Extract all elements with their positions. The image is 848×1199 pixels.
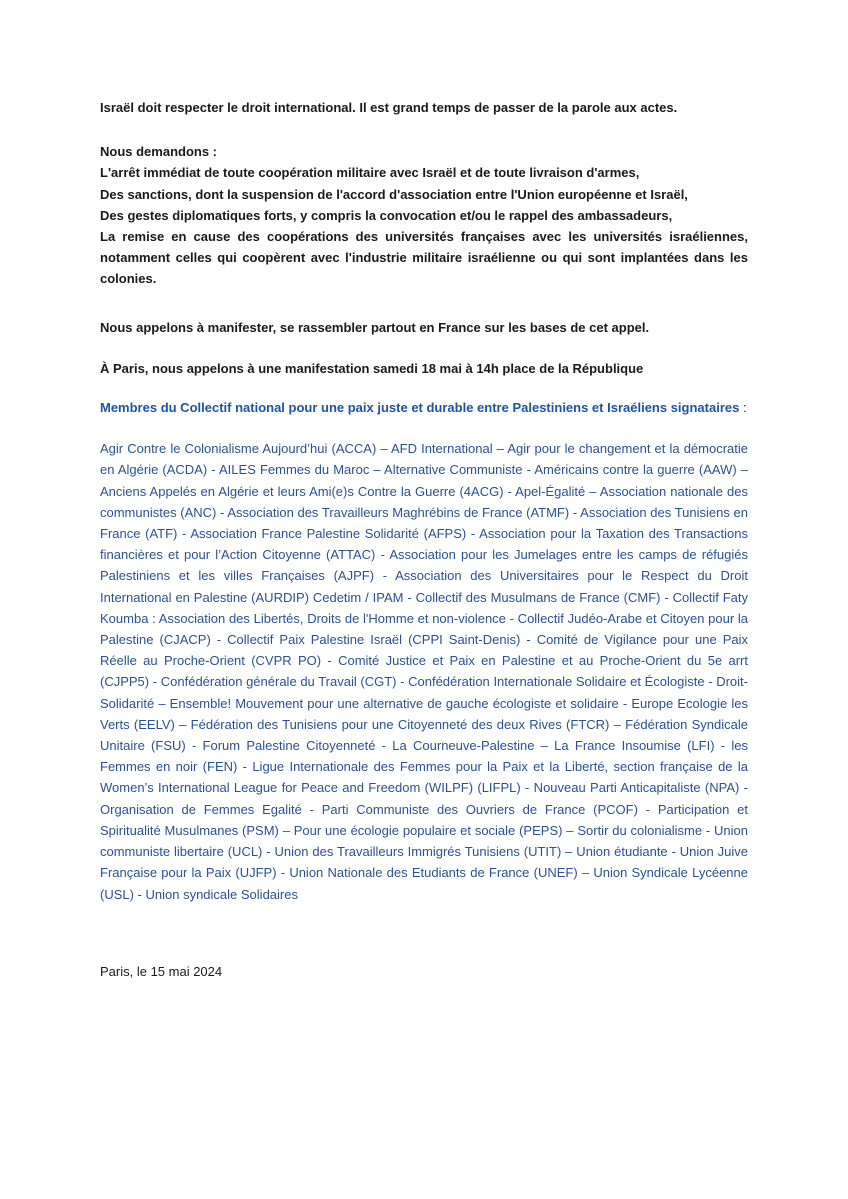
intro-statement: Israël doit respecter le droit international. Il est grand temps de passer de la parole aux actes. [100,100,678,115]
call-to-action: Nous appelons à manifester, se rassembler partout en France sur les bases de cet appel. [100,319,650,335]
signatories-list: Agir Contre le Colonialisme Aujourd’hui (ACCA) – AFD International – Agir pour le changement et la démocratie en Algérie (ACDA) - AILES Femmes du Maroc – Alternative Communiste - Américains contre la guerre (AAW) – Anciens Appelés en Algérie et leurs Ami(e)s Contre la Guerre (4ACG) - Apel-Égalité – Association nationale des communistes (ANC) - Association des Travailleurs Maghrébins de France (ATMF) - Association des Tunisiens en France (ATF) - Association France Palestine Solidarité (AFPS) - Association pour la Taxation des Transactions financières et pour l’Action Citoyenne (ATTAC) - Association pour les Jumelages entre les camps de réfugiés Palestiniens et les villes Françaises (AJPF) - Association des Universitaires pour le Respect du Droit International en Palestine (AURDIP) Cedetim / IPAM - Collectif des Musulmans de France (CMF) - Collectif Faty Koumba : Association des Libertés, Droits de l'Homme et non-violence - Collectif Judéo-Arabe et Citoyen pour la Palestine (CJACP) - Collectif Paix Palestine Israël (CPPI Saint-Denis) - Comité de Vigilance pour une Paix Réelle au Proche-Orient (CVPR PO) - Comité Justice et Paix en Palestine et au Proche-Orient du 5e arrt (CJPP5) - Confédération générale du Travail (CGT) - Confédération Internationale Solidaire et Écologiste - Droit-Solidarité – Ensemble! Mouvement pour une alternative de gauche écologiste et solidaire - Europe Ecologie les Verts (EELV) – Fédération des Tunisiens pour une Citoyenneté des deux Rives (FTCR) – Fédération Syndicale Unitaire (FSU) - Forum Palestine Citoyenneté - La Courneuve-Palestine – La France Insoumise (LFI) - les Femmes en noir (FEN) - Ligue Internationale des Femmes pour la Paix et la Liberté, section française de la Women’s International League for Peace and Freedom (WILPF) (LIFPL) - Nouveau Parti Anticapitaliste (NPA) - Organisation de Femmes Egalité - Parti Communiste des Ouvriers de France (PCOF) - Participation et Spiritualité Musulmanes (PSM) – Pour une écologie populaire et sociale (PEPS) – Sortir du colonialisme - Union communiste libertaire (UCL) - Union des Travailleurs Immigrés Tunisiens (UTIT) – Union étudiante - Union Juive Française pour la Paix (UJFP) - Union Nationale des Etudiants de France (UNEF) – Union Syndicale Lycéenne (USL) - Union syndicale Solidaires [100,441,748,902]
demand-item: L'arrêt immédiat de toute coopération militaire avec Israël et de toute livraison d'armes, [100,165,640,181]
demands-title: Nous demandons : [100,144,218,160]
demand-item: Des sanctions, dont la suspension de l'accord d'association entre l'Union européenne et Israël, [100,186,688,202]
demands-section [100,141,748,289]
paris-demonstration-line: À Paris, nous appelons à une manifestation samedi 18 mai à 14h place de la République [100,360,644,376]
signatories-heading-colon: : [739,400,747,416]
demand-item: La remise en cause des coopérations des universités françaises avec les universités israéliennes, notamment celles qui coopèrent avec l'industrie militaire israélienne ou qui sont implantées dans les colonies. [100,229,748,287]
signatories-heading-text: Membres du Collectif national pour une paix juste et durable entre Palestiniens et Israéliens signataires [100,400,740,416]
signatories-heading [100,397,748,418]
demand-item: Des gestes diplomatiques forts, y compris la convocation et/ou le rappel des ambassadeurs, [100,207,673,223]
date-line: Paris, le 15 mai 2024 [100,963,223,979]
